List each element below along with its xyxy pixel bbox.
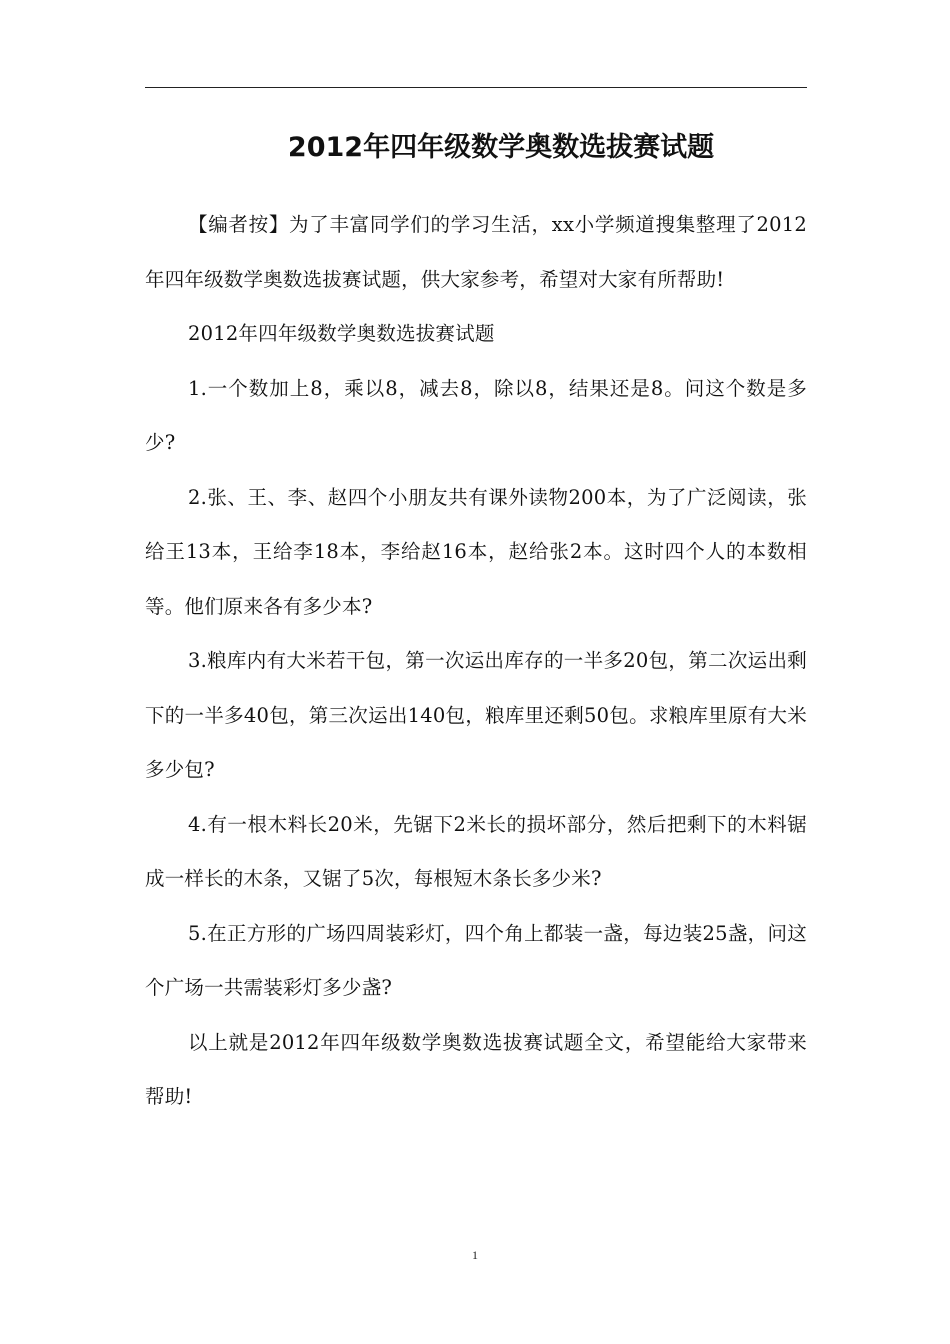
editor-note-paragraph: 【编者按】为了丰富同学们的学习生活，xx小学频道搜集整理了2012年四年级数学奥数选拔赛试题，供大家参考，希望对大家有所帮助! xyxy=(145,213,807,291)
document-body xyxy=(145,198,807,1125)
question-3-paragraph: 3.粮库内有大米若干包，第一次运出库存的一半多20包，第二次运出剩下的一半多40包，第三次运出140包，粮库里还剩50包。求粮库里原有大米多少包? xyxy=(145,649,807,781)
closing-paragraph: 以上就是2012年四年级数学奥数选拔赛试题全文，希望能给大家带来帮助! xyxy=(145,1030,807,1108)
question-2-paragraph: 2.张、王、李、赵四个小朋友共有课外读物200本，为了广泛阅读，张给王13本，王给李18本，李给赵16本，赵给张2本。这时四个人的本数相等。他们原来各有多少本? xyxy=(145,485,807,618)
page-number: 1 xyxy=(472,1248,478,1262)
question-1-paragraph: 1.一个数加上8，乘以8，减去8，除以8，结果还是8。问这个数是多少? xyxy=(145,376,807,454)
question-4-paragraph: 4.有一根木料长20米，先锯下2米长的损坏部分，然后把剩下的木料锯成一样长的木条，又锯了5次，每根短木条长多少米? xyxy=(145,812,807,890)
section-heading-paragraph: 2012年四年级数学奥数选拔赛试题 xyxy=(188,322,495,345)
document-title: 2012年四年级数学奥数选拔赛试题 xyxy=(287,132,715,163)
header-rule xyxy=(145,87,807,88)
question-5-paragraph: 5.在正方形的广场四周装彩灯，四个角上都装一盏，每边装25盏，问这个广场一共需装彩灯多少盏? xyxy=(145,921,807,999)
